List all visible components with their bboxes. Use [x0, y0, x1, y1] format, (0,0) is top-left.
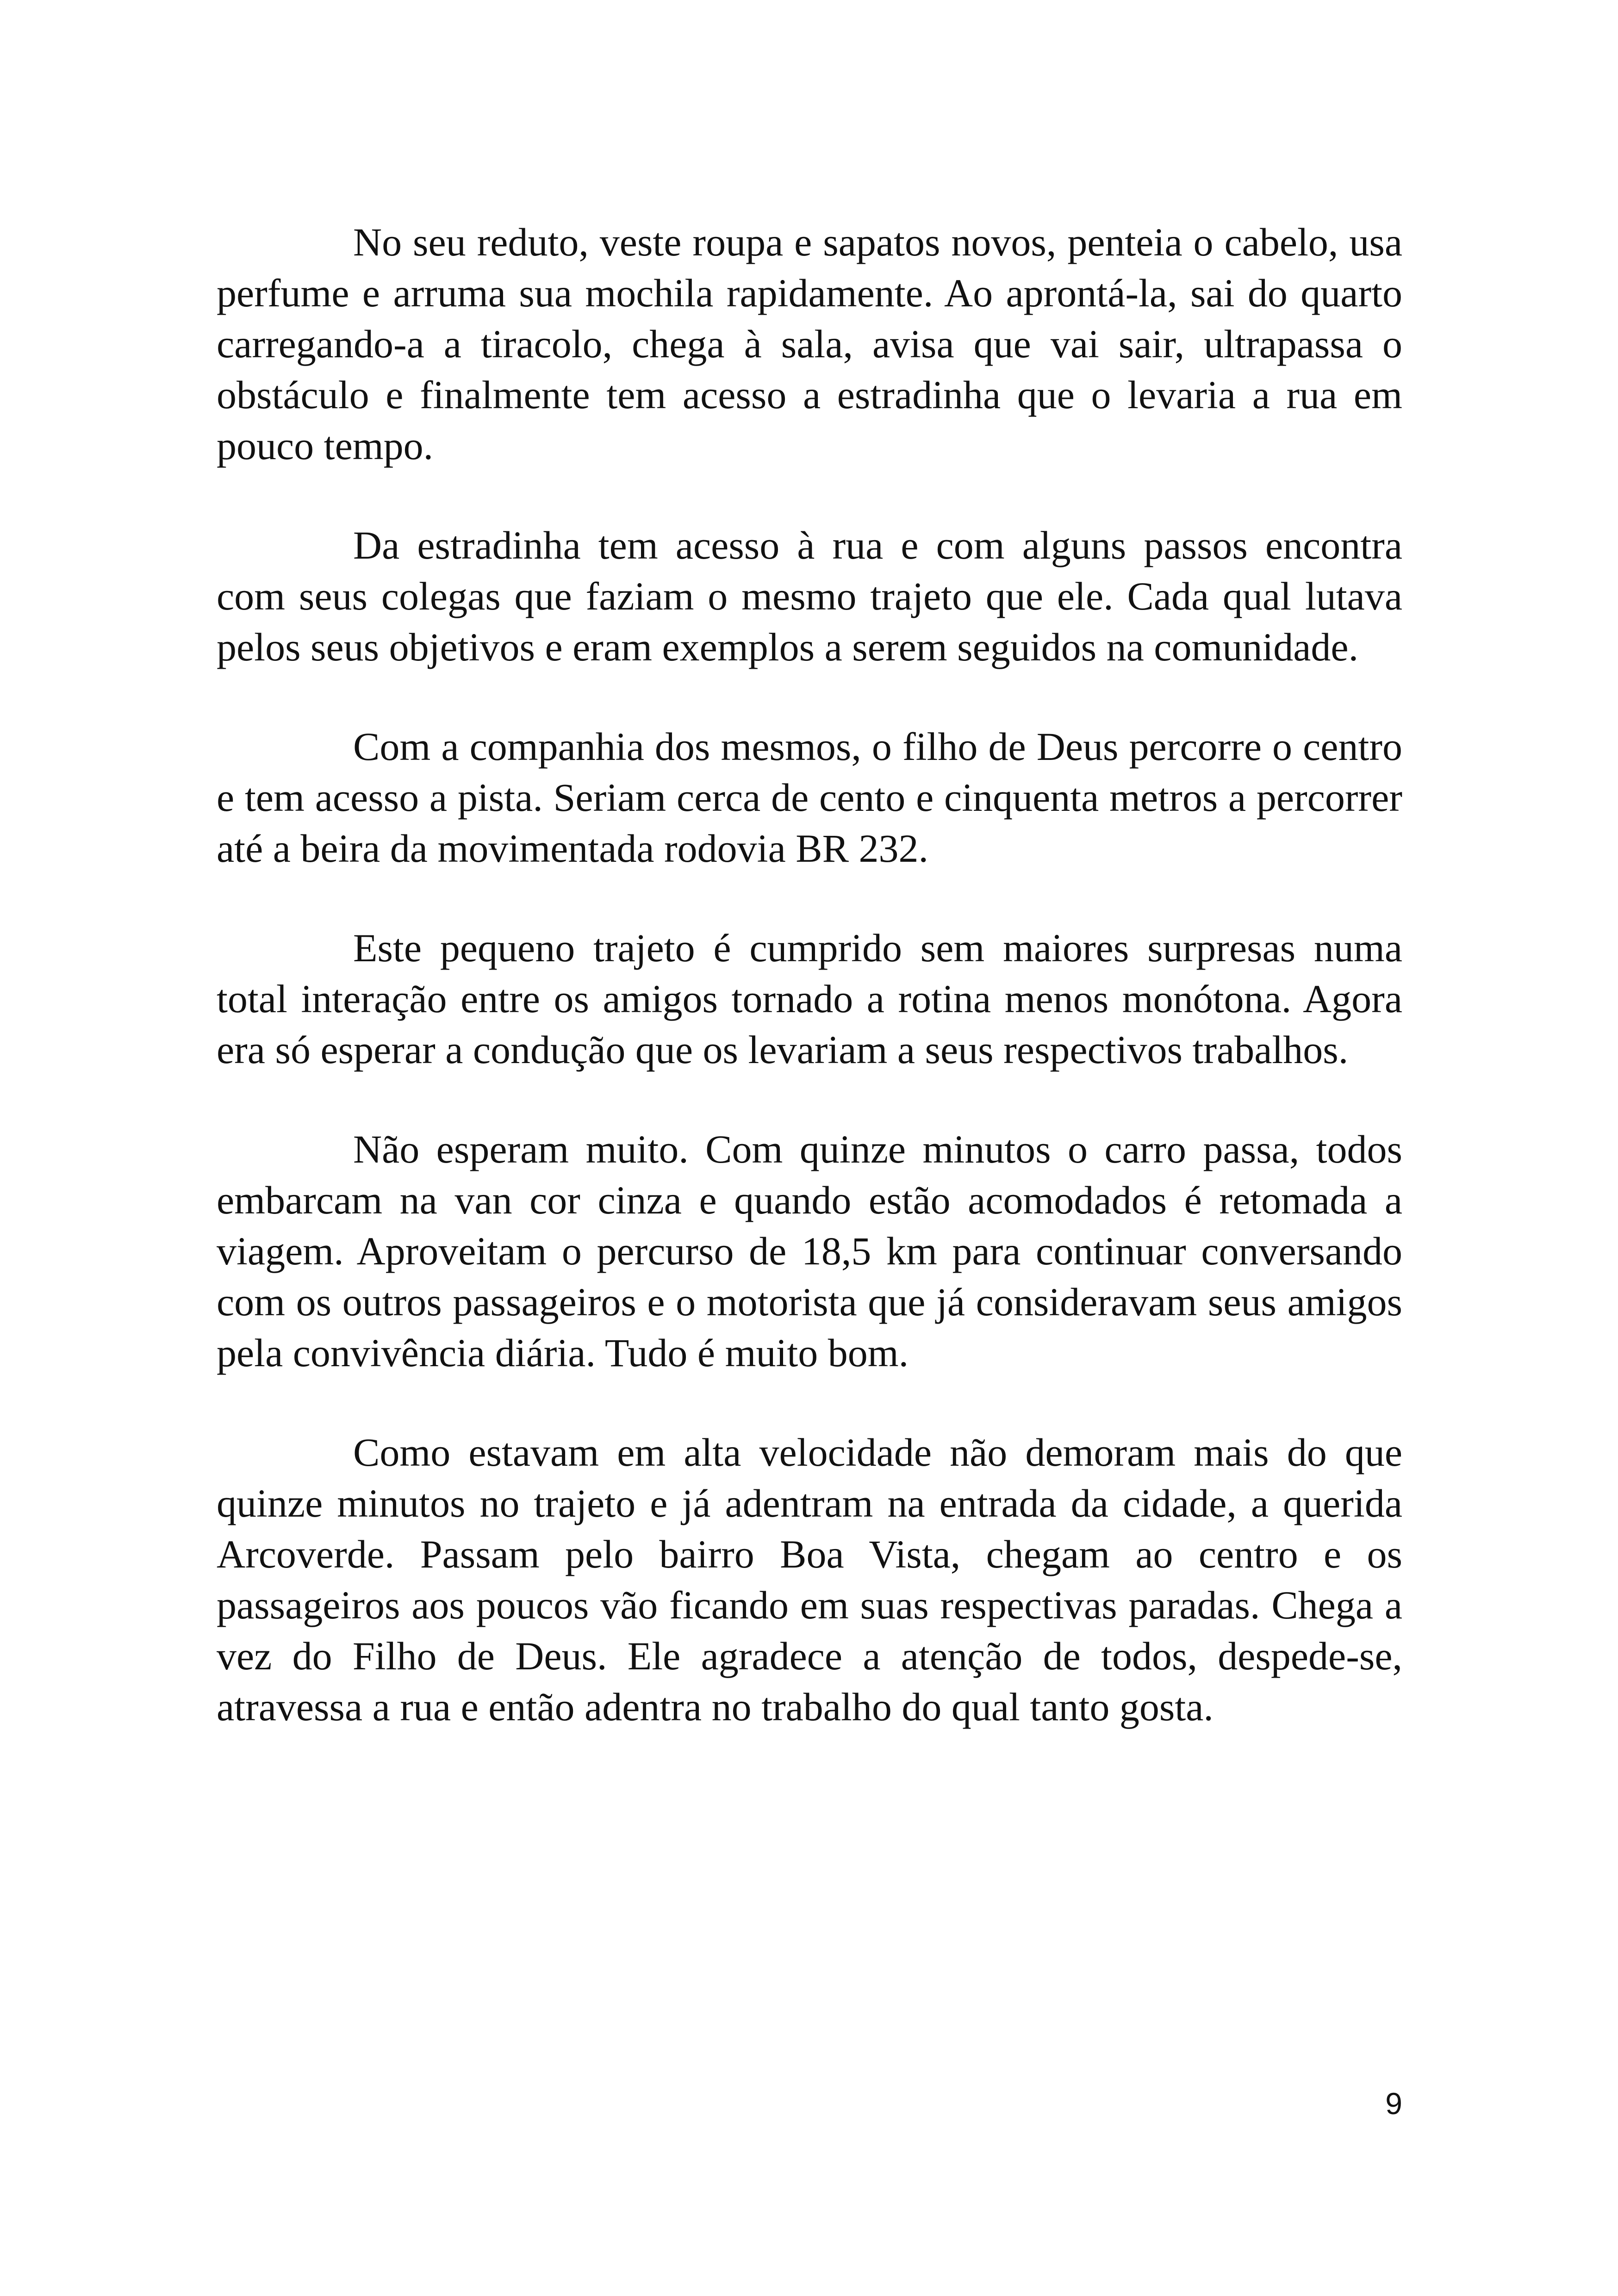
paragraph-3: Com a companhia dos mesmos, o filho de Deus percorre o centro e tem acesso a pista. Seriam cerca de cento e cinquenta metros a percorrer até a beira da movimentada rodovia BR 232.: [217, 724, 1402, 871]
body-text: [217, 217, 1402, 1781]
paragraph-5: Não esperam muito. Com quinze minutos o carro passa, todos embarcam na van cor cinza e quando estão acomodados é retomada a viagem. Aproveitam o percurso de 18,5 km para continuar conversando com os outros passageiros e o motorista que já consideravam seus amigos pela convivência diária. Tudo é muito bom.: [217, 1127, 1402, 1375]
paragraph-6: Como estavam em alta velocidade não demoram mais do que quinze minutos no trajeto e já adentram na entrada da cidade, a querida Arcoverde. Passam pelo bairro Boa Vista, chegam ao centro e os passageiros aos poucos vão ficando em suas respectivas paradas. Chega a vez do Filho de Deus. Ele agradece a atenção de todos, despede-se, atravessa a rua e então adentra no trabalho do qual tanto gosta.: [217, 1430, 1402, 1729]
paragraph-4: Este pequeno trajeto é cumprido sem maiores surpresas numa total interação entre os amigos tornado a rotina menos monótona. Agora era só esperar a condução que os levariam a seus respectivos trabalhos.: [217, 926, 1402, 1072]
paragraph-2: Da estradinha tem acesso à rua e com alguns passos encontra com seus colegas que faziam o mesmo trajeto que ele. Cada qual lutava pelos seus objetivos e eram exemplos a serem seguidos na comunidade.: [217, 523, 1402, 669]
page-number: 9: [1385, 2086, 1402, 2121]
paragraph-1: No seu reduto, veste roupa e sapatos novos, penteia o cabelo, usa perfume e arruma sua mochila rapidamente. Ao aprontá-la, sai do quarto carregando-a a tiracolo, chega à sala, avisa que vai sair, ultrapassa o obstáculo e finalmente tem acesso a estradinha que o levaria a rua em pouco tempo.: [217, 220, 1402, 468]
